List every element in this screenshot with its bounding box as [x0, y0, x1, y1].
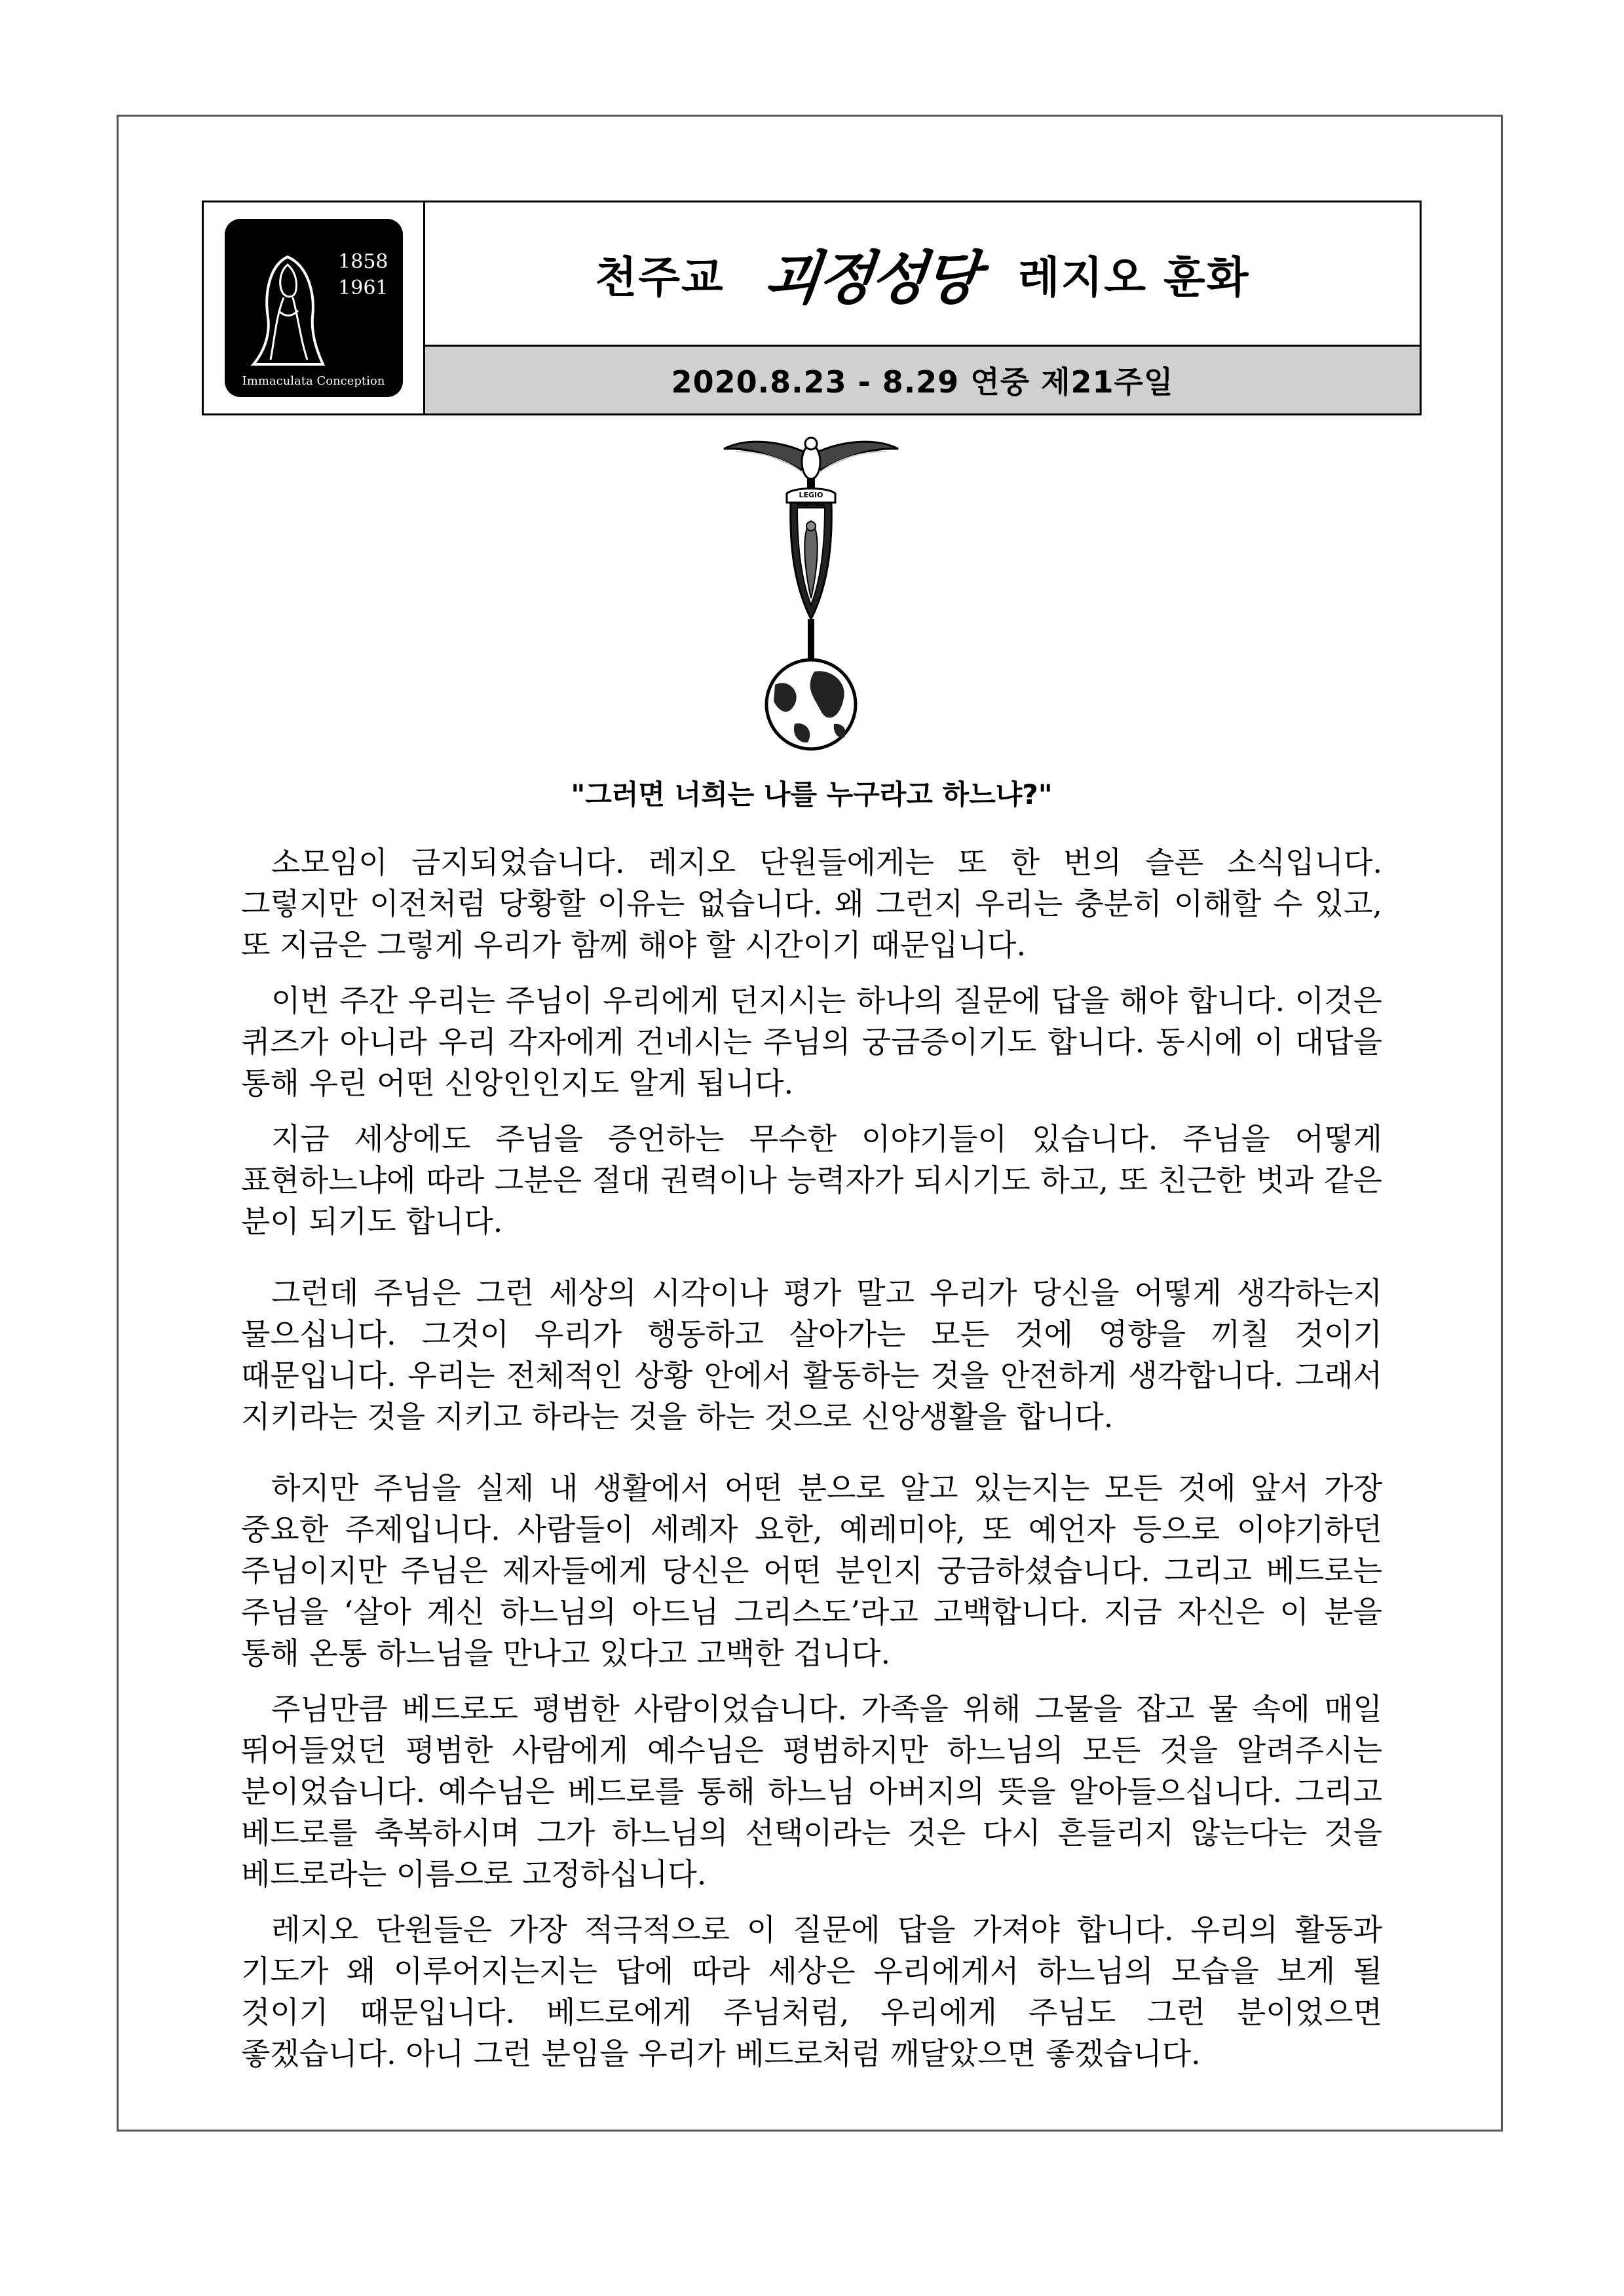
legio-mariae-emblem: [723, 429, 899, 757]
logo-year-start: 1858: [338, 250, 388, 273]
date-line: 2020.8.23 - 8.29 연중 제21주일: [671, 364, 1174, 400]
title-cell: [425, 202, 1420, 347]
paragraph: 지금 세상에도 주님을 증언하는 무수한 이야기들이 있습니다. 주님을 어떻게 표현하느냐에 따라 그분은 절대 권력이나 능력자가 되시기도 하고, 또 친근한 벗과 같은 분이 되기도 합니다.: [241, 1121, 1382, 1239]
logo-years: [338, 249, 388, 301]
header-box: [202, 201, 1422, 415]
title-column: [425, 202, 1420, 413]
church-logo: [225, 219, 403, 397]
logo-year-end: 1961: [338, 277, 388, 299]
emblem-text-legio: LEGIO: [799, 491, 823, 499]
paragraph: 그런데 주님은 그런 세상의 시각이나 평가 말고 우리가 당신을 어떻게 생각하는지 물으십니다. 그것이 우리가 행동하고 살아가는 모든 것에 영향을 끼칠 것이기 때문입니다. 우리는 전체적인 상황 안에서 활동하는 것을 안전하게 생각합니다. 그래서 지키라는 것을 지키고 하라는 것을 하는 것으로 신앙생활을 합니다.: [241, 1275, 1382, 1434]
madonna-silhouette-icon: [225, 219, 403, 397]
vexillum-icon: [723, 429, 899, 757]
body-text: [241, 842, 1382, 2089]
scripture-quote: "그러면 너희는 나를 누구라고 하느냐?": [571, 778, 1053, 811]
title-suffix: 레지오 훈화: [1017, 252, 1250, 303]
title-church-name: 괴정성당: [761, 243, 981, 312]
date-cell: [425, 347, 1420, 413]
paragraph: 레지오 단원들은 가장 적극적으로 이 질문에 답을 가져야 합니다. 우리의 활동과 기도가 왜 이루어지는지는 답에 따라 세상은 우리에게서 하느님의 모습을 보게 될 것이기 때문입니다. 베드로에게 주님처럼, 우리에게 주님도 그런 분이었으면 좋겠습니다. 아니 그런 분임을 우리가 베드로처럼 깨달았으면 좋겠습니다.: [241, 1912, 1382, 2071]
paragraph: 주님만큼 베드로도 평범한 사람이었습니다. 가족을 위해 그물을 잡고 물 속에 매일 뛰어들었던 평범한 사람에게 예수님은 평범하지만 하느님의 모든 것을 알려주시는 분이었습니다. 예수님은 베드로를 통해 하느님 아버지의 뜻을 알아들으십니다. 그리고 베드로를 축복하시며 그가 하느님의 선택이라는 것은 다시 흔들리지 않는다는 것을 베드로라는 이름으로 고정하십니다.: [241, 1691, 1382, 1892]
page-title: [595, 233, 1249, 315]
logo-caption: Immaculata Conception: [242, 374, 385, 388]
emblem-text-mariae: MARIAE: [797, 501, 825, 508]
paragraph: 소모임이 금지되었습니다. 레지오 단원들에게는 또 한 번의 슬픈 소식입니다. 그렇지만 이전처럼 당황할 이유는 없습니다. 왜 그런지 우리는 충분히 이해할 수 있고, 또 지금은 그렇게 우리가 함께 해야 할 시간이기 때문입니다.: [241, 845, 1382, 963]
logo-cell: [204, 202, 425, 413]
title-prefix: 천주교: [595, 252, 725, 303]
paragraph: 이번 주간 우리는 주님이 우리에게 던지시는 하나의 질문에 답을 해야 합니다. 이것은 퀴즈가 아니라 우리 각자에게 건네시는 주님의 궁금증이기도 합니다. 동시에 이 대답을 통해 우린 어떤 신앙인인지도 알게 됩니다.: [241, 983, 1382, 1101]
paragraph: 하지만 주님을 실제 내 생활에서 어떤 분으로 알고 있는지는 모든 것에 앞서 가장 중요한 주제입니다. 사람들이 세례자 요한, 예레미야, 또 예언자 등으로 이야기하던 주님이지만 주님은 제자들에게 당신은 어떤 분인지 궁금하셨습니다. 그리고 베드로는 주님을 ‘살아 계신 하느님의 아드님 그리스도’라고 고백합니다. 지금 자신은 이 분을 통해 온통 하느님을 만나고 있다고 고백한 겁니다.: [241, 1470, 1382, 1671]
